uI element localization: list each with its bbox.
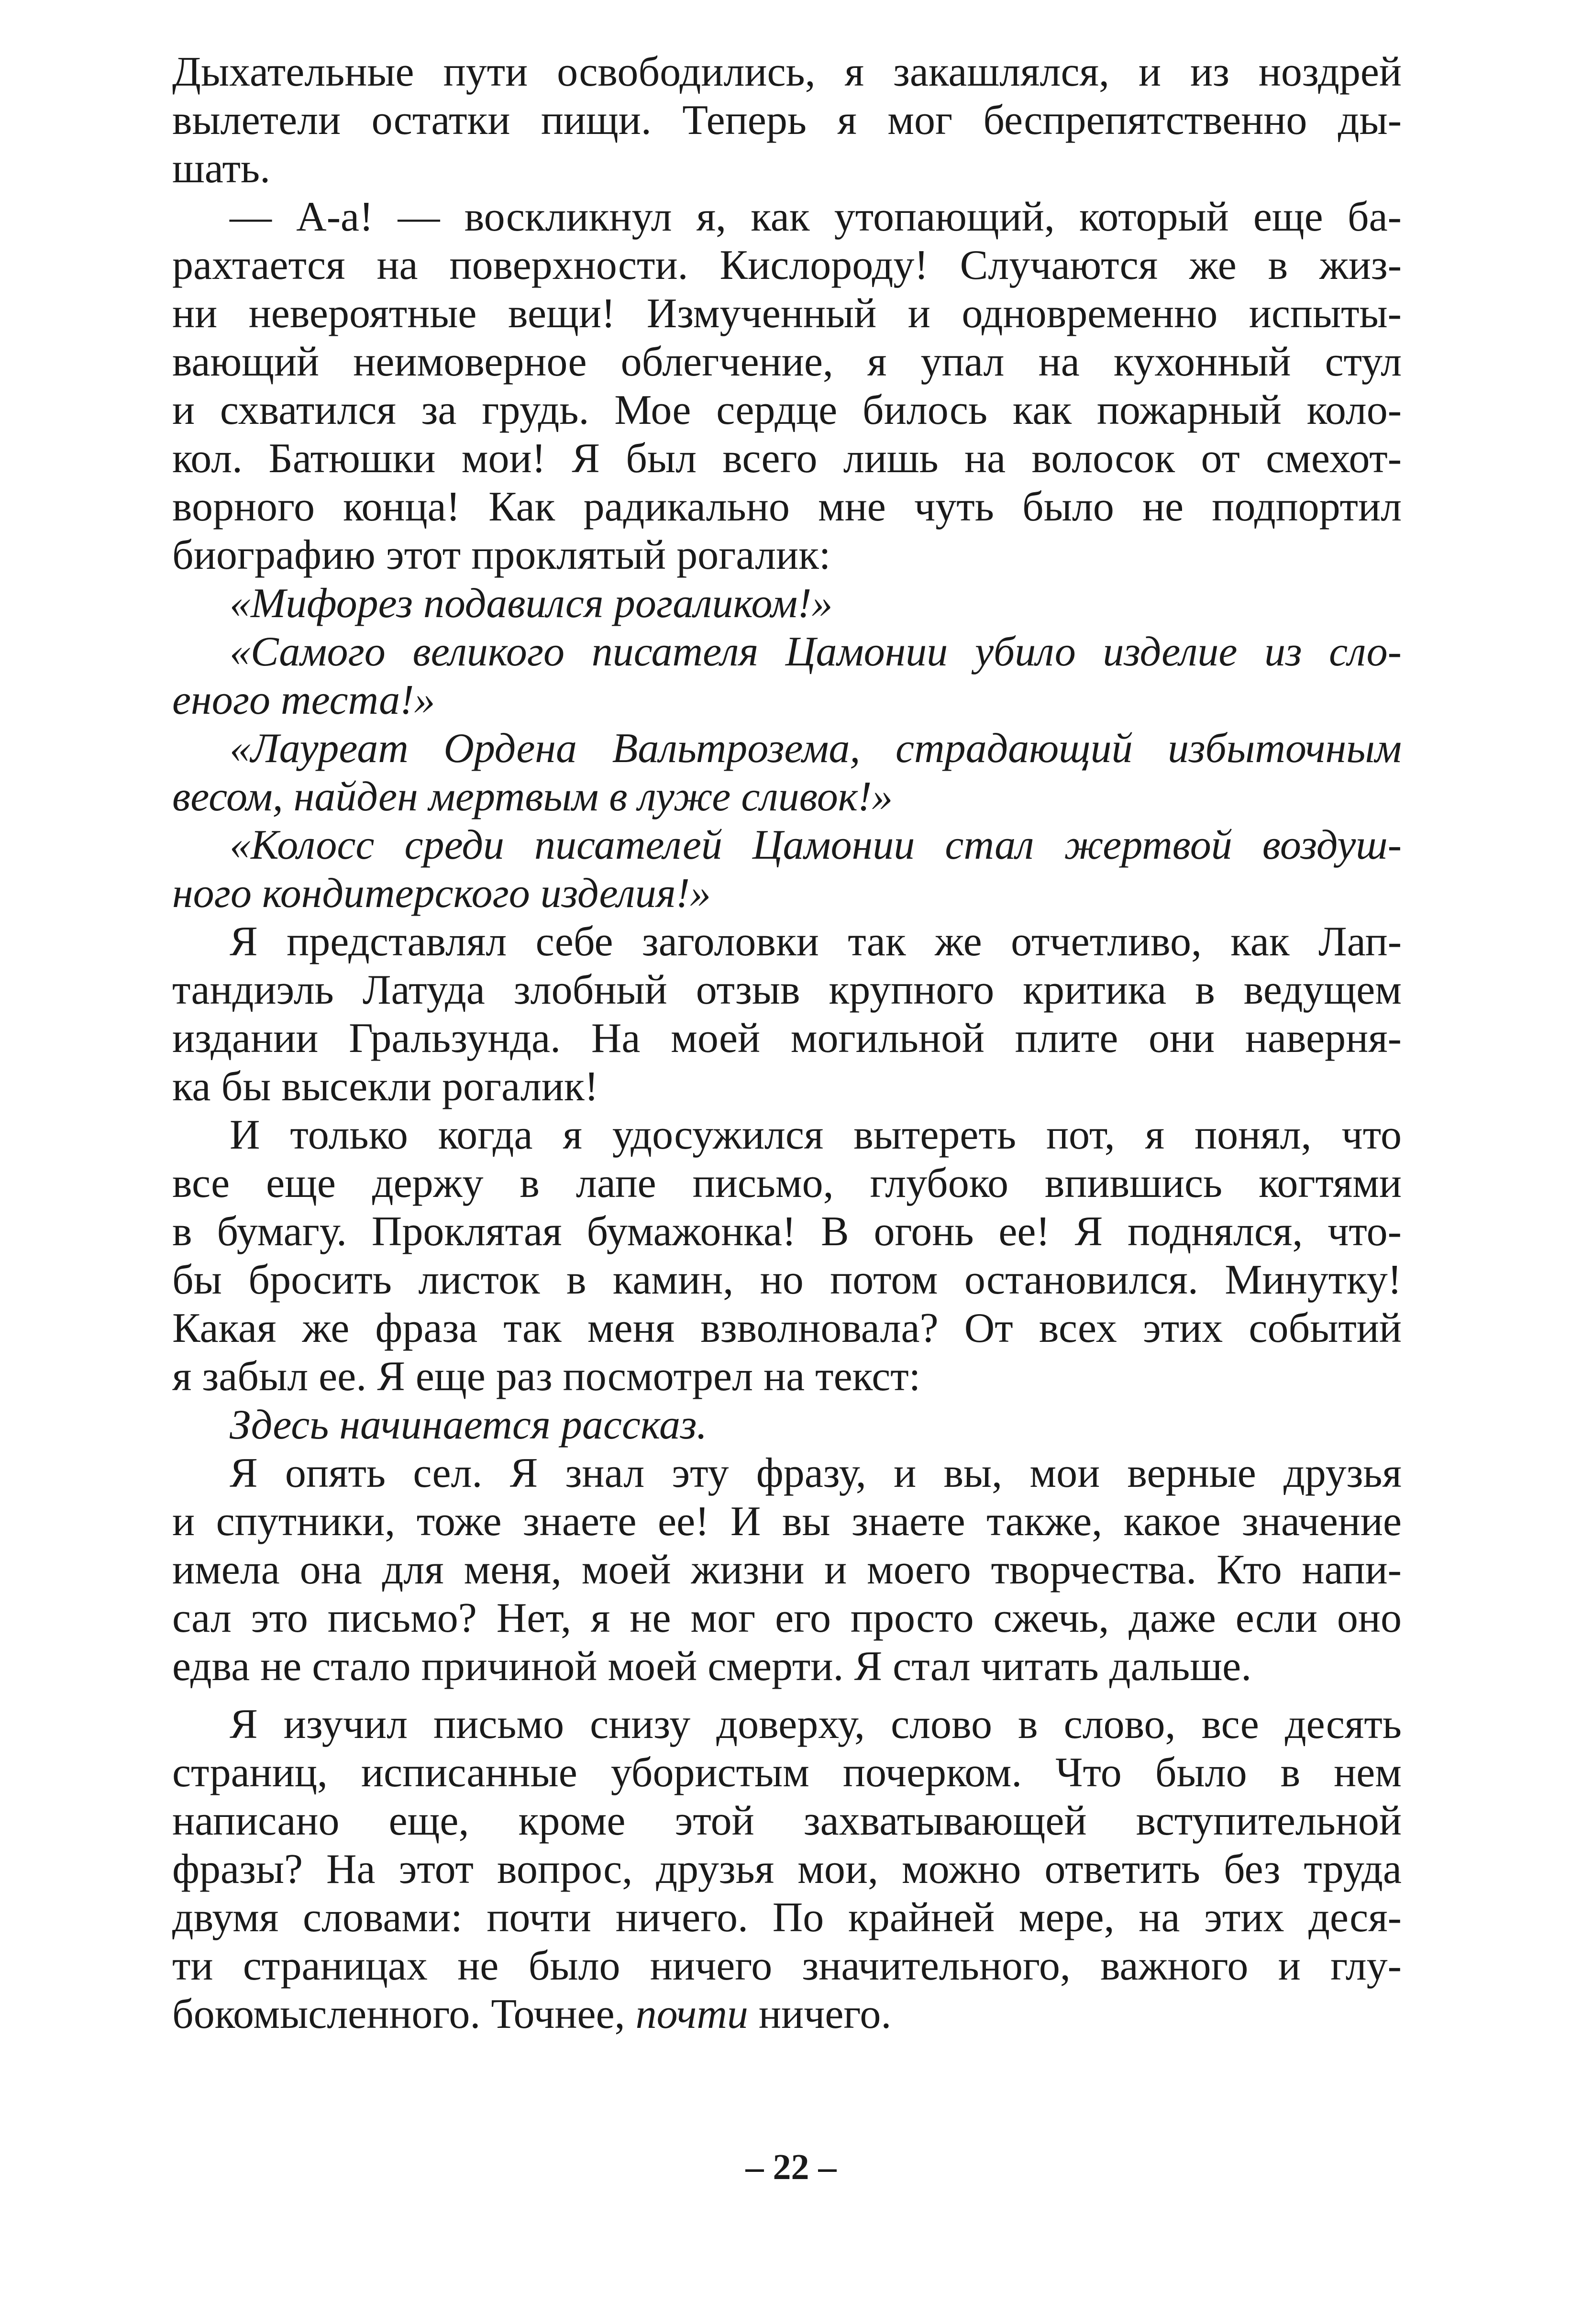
text-line: я забыл ее. Я еще раз посмотрел на текст: xyxy=(172,1353,921,1400)
text-line: фразы? На этот вопрос, друзья мои, можно ответить без труда xyxy=(172,1846,1402,1892)
text-line: ка бы высекли рогалик! xyxy=(172,1063,598,1110)
headline-quote: «Мифорез подавился рогаликом!» xyxy=(230,580,833,627)
text-line: биографию этот проклятый рогалик: xyxy=(172,532,831,578)
emphasis-text: почти xyxy=(635,1991,748,2037)
headline-quote: «Лауреат Ордена Вальтрозема, страдающий избыточным xyxy=(230,725,1402,772)
text-line: едва не стало причиной моей смерти. Я стал читать дальше. xyxy=(172,1643,1252,1690)
quoted-phrase: Здесь начинается рассказ. xyxy=(230,1402,708,1448)
page-number: – 22 – xyxy=(745,2147,837,2187)
text-line: страниц, исписанные убористым почерком. Что было в нем xyxy=(172,1749,1402,1796)
headline-quote: еного теста!» xyxy=(172,677,435,723)
text-line: сал это письмо? Нет, я не мог его просто сжечь, даже если оно xyxy=(172,1595,1402,1641)
text-line-final xyxy=(172,1990,1402,2038)
text-line: тандиэль Латуда злобный отзыв крупного критика в ведущем xyxy=(172,967,1402,1013)
text-segment: бокомысленного. Точнее, xyxy=(172,1991,636,2037)
text-line: и спутники, тоже знаете ее! И вы знаете также, какое значение xyxy=(172,1498,1402,1545)
text-line: вающий неимоверное облегчение, я упал на кухонный стул xyxy=(172,339,1402,385)
text-line: Дыхательные пути освободились, я закашлялся, и из ноздрей xyxy=(172,49,1402,95)
text-line: и схватился за грудь. Мое сердце билось как пожарный коло- xyxy=(172,387,1402,433)
text-line: ни невероятные вещи! Измученный и одновременно испыты- xyxy=(172,290,1402,337)
headline-quote: «Самого великого писателя Цамонии убило изделие из сло- xyxy=(230,629,1402,675)
text-line: — А-а! — воскликнул я, как утопающий, который еще ба- xyxy=(230,194,1402,240)
text-line: бы бросить листок в камин, но потом остановился. Минутку! xyxy=(172,1257,1402,1303)
text-line: написано еще, кроме этой захватывающей вступительной xyxy=(172,1798,1402,1844)
text-segment: ничего. xyxy=(748,1991,892,2037)
text-line: Я представлял себе заголовки так же отчетливо, как Лап- xyxy=(230,919,1402,965)
text-line: имела она для меня, моей жизни и моего творчества. Кто напи- xyxy=(172,1547,1402,1593)
text-line: Я изучил письмо снизу доверху, слово в слово, все десять xyxy=(230,1701,1402,1748)
text-line: Какая же фраза так меня взволновала? От всех этих событий xyxy=(172,1305,1402,1351)
text-line: в бумагу. Проклятая бумажонка! В огонь ее! Я поднялся, что- xyxy=(172,1208,1402,1255)
text-line: ворного конца! Как радикально мне чуть было не подпортил xyxy=(172,484,1402,530)
text-line: издании Гральзунда. На моей могильной плите они наверня- xyxy=(172,1015,1402,1062)
headline-quote: «Колосс среди писателей Цамонии стал жертвой воздуш- xyxy=(230,822,1402,868)
headline-quote: весом, найден мертвым в луже сливок!» xyxy=(172,774,893,820)
text-line: вылетели остатки пищи. Теперь я мог беспрепятственно ды- xyxy=(172,97,1402,144)
page-content xyxy=(172,48,1402,2038)
text-line: И только когда я удосужился вытереть пот, я понял, что xyxy=(230,1112,1402,1158)
text-line: шать. xyxy=(172,145,271,192)
text-line: рахтается на поверхности. Кислороду! Случаются же в жиз- xyxy=(172,242,1402,288)
headline-quote: ного кондитерского изделия!» xyxy=(172,870,711,917)
text-line: двумя словами: почти ничего. По крайней мере, на этих деся- xyxy=(172,1894,1402,1941)
text-line: Я опять сел. Я знал эту фразу, и вы, мои верные друзья xyxy=(230,1450,1402,1496)
body-text xyxy=(172,48,1402,2038)
text-line: ти страницах не было ничего значительного, важного и глу- xyxy=(172,1943,1402,1989)
text-line: кол. Батюшки мои! Я был всего лишь на волосок от смехот- xyxy=(172,435,1402,482)
text-line: все еще держу в лапе письмо, глубоко впившись когтями xyxy=(172,1160,1402,1206)
